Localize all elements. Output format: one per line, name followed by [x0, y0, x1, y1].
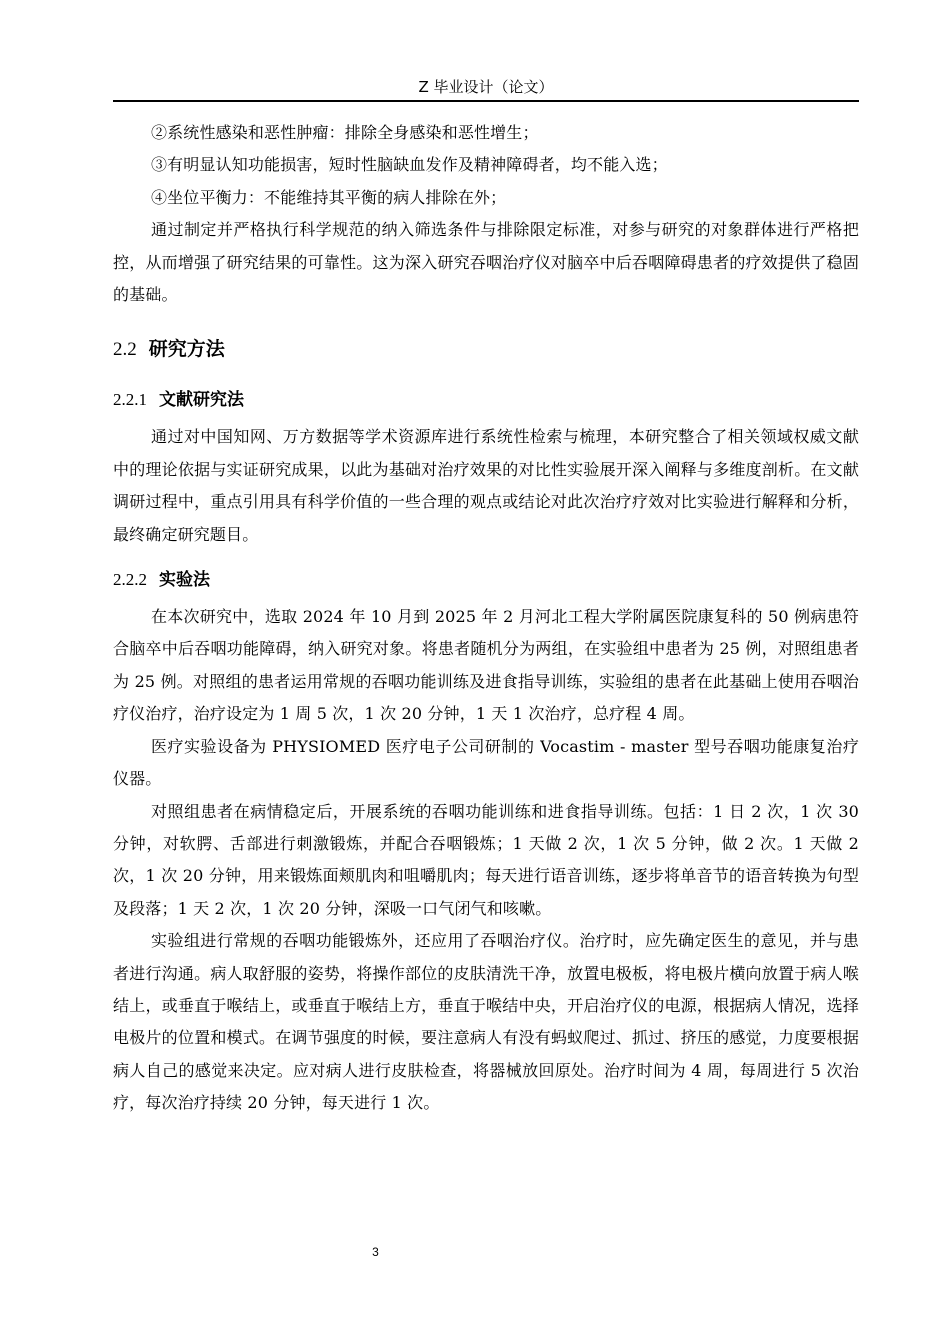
header-rule — [113, 100, 859, 102]
literature-method-paragraph: 通过对中国知网、万方数据等学术资源库进行系统性检索与梳理，本研究整合了相关领域权威文献中的理论依据与实证研究成果，以此为基础对治疗效果的对比性实验展开深入阐释与多维度剖析。在文献调研过程中，重点引用具有科学价值的一些合理的观点或结论对此次治疗疗效对比实验进行解释和分析，最终确定研究题目。 — [113, 427, 859, 544]
experiment-paragraph-2: 医疗实验设备为 PHYSIOMED 医疗电子公司研制的 Vocastim - master 型号吞咽功能康复治疗仪器。 — [113, 736, 859, 789]
exclusion-criterion-2: ②系统性感染和恶性肿瘤：排除全身感染和恶性增生； — [151, 123, 539, 142]
exclusion-criterion-4: ④坐位平衡力：不能维持其平衡的病人排除在外； — [151, 187, 507, 207]
section-number: 2.2.2 — [113, 570, 147, 590]
section-heading-2-2 — [113, 335, 859, 364]
page-body — [113, 117, 859, 1120]
experiment-paragraph-3: 对照组患者在病情稳定后，开展系统的吞咽功能训练和进食指导训练。包括：1 日 2 次，1 次 30 分钟，对软腭、舌部进行刺激锻炼，并配合吞咽锻炼；1 天做 2 次，1 次 5 分钟，做 2 次。1 天做 2 次，1 次 20 分钟，用来锻炼面颊肌肉和咀嚼肌肉；每天进行语音训练，逐步将单音节的语音转换为句型及段落；1 天 2 次，1 次 20 分钟，深吸一口气闭气和咳嗽。 — [113, 801, 859, 918]
page-header: Z 毕业设计（论文） — [418, 78, 554, 96]
section-title: 实验法 — [159, 570, 210, 591]
experiment-paragraph-1: 在本次研究中，选取 2024 年 10 月到 2025 年 2 月河北工程大学附属医院康复科的 50 例病患符合脑卒中后吞咽功能障碍，纳入研究对象。将患者随机分为两组，在实验组中患者为 25 例，对照组患者为 25 例。对照组的患者运用常规的吞咽功能训练及进食指导训练，实验组的患者在此基础上使用吞咽治疗仪治疗，治疗设定为 1 周 5 次，1 次 20 分钟，1 天 1 次治疗，总疗程 4 周。 — [113, 607, 859, 724]
section-heading-2-2-2 — [113, 567, 859, 593]
page-number: 3 — [372, 1245, 379, 1259]
exclusion-criterion-3: ③有明显认知功能损害，短时性脑缺血发作及精神障碍者，均不能入选； — [151, 155, 668, 175]
section-heading-2-2-1 — [113, 387, 859, 413]
section-number: 2.2 — [113, 339, 137, 361]
section-number: 2.2.1 — [113, 390, 147, 410]
criteria-summary-paragraph: 通过制定并严格执行科学规范的纳入筛选条件与排除限定标准，对参与研究的对象群体进行严格把控，从而增强了研究结果的可靠性。这为深入研究吞咽治疗仪对脑卒中后吞咽障碍患者的疗效提供了稳固的基础。 — [113, 220, 859, 305]
section-title: 文献研究法 — [159, 390, 244, 411]
section-title: 研究方法 — [148, 338, 225, 361]
experiment-paragraph-4: 实验组进行常规的吞咽功能锻炼外，还应用了吞咽治疗仪。治疗时，应先确定医生的意见，并与患者进行沟通。病人取舒服的姿势，将操作部位的皮肤清洗干净，放置电极板，将电极片横向放置于病人喉结上，或垂直于喉结上，或垂直于喉结上方，垂直于喉结中央，开启治疗仪的电源，根据病人情况，选择电极片的位置和模式。在调节强度的时候，要注意病人有没有蚂蚁爬过、抓过、挤压的感觉，力度要根据病人自己的感觉来决定。应对病人进行皮肤检查，将器械放回原处。治疗时间为 4 周，每周进行 5 次治疗，每次治疗持续 20 分钟，每天进行 1 次。 — [113, 931, 859, 1113]
